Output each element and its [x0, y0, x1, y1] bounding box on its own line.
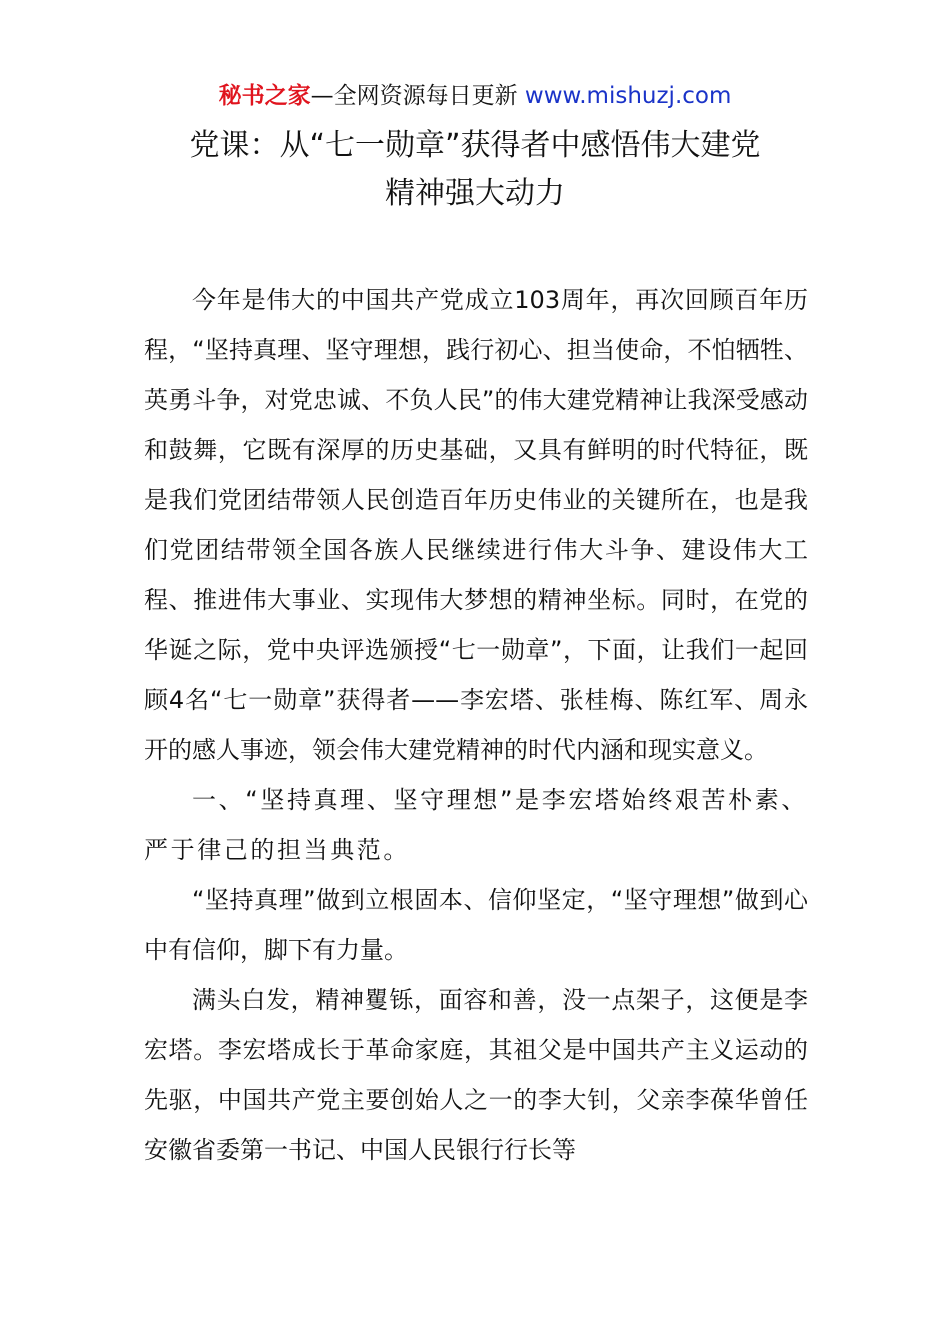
body-paragraph: 今年是伟大的中国共产党成立103周年，再次回顾百年历程，“坚持真理、坚守理想，践行初心、担当使命，不怕牺牲、英勇斗争，对党忠诚、不负人民”的伟大建党精神让我深受感动和鼓舞，它既有深厚的历史基础，又具有鲜明的时代特征，既是我们党团结带领人民创造百年历史伟业的关键所在，也是我们党团结带领全国各族人民继续进行伟大斗争、建设伟大工程、推进伟大事业、实现伟大梦想的精神坐标。同时，在党的华诞之际，党中央评选颁授“七一勋章”，下面，让我们一起回顾4名“七一勋章”获得者——李宏塔、张桂梅、陈红军、周永开的感人事迹，领会伟大建党精神的时代内涵和现实意义。	[144, 286, 808, 764]
document-title	[100, 122, 850, 218]
site-brand: 秘书之家	[218, 83, 311, 109]
document-body	[144, 275, 808, 1175]
section-heading: 一、“坚持真理、坚守理想”是李宏塔始终艰苦朴素、严于律己的担当典范。	[144, 786, 808, 864]
document-title-line-2: 精神强大动力	[385, 176, 565, 211]
document-title-line-1: 党课：从“七一勋章”获得者中感悟伟大建党	[189, 128, 761, 163]
body-paragraph: 满头白发，精神矍铄，面容和善，没一点架子，这便是李宏塔。李宏塔成长于革命家庭，其祖父是中国共产主义运动的先驱，中国共产党主要创始人之一的李大钊，父亲李葆华曾任安徽省委第一书记、中国人民银行行长等	[144, 986, 808, 1164]
site-tagline: —全网资源每日更新	[310, 83, 525, 109]
site-header	[0, 80, 950, 112]
site-url-link[interactable]: www.mishuzj.com	[524, 83, 732, 109]
body-paragraph: “坚持真理”做到立根固本、信仰坚定，“坚守理想”做到心中有信仰，脚下有力量。	[144, 886, 808, 964]
